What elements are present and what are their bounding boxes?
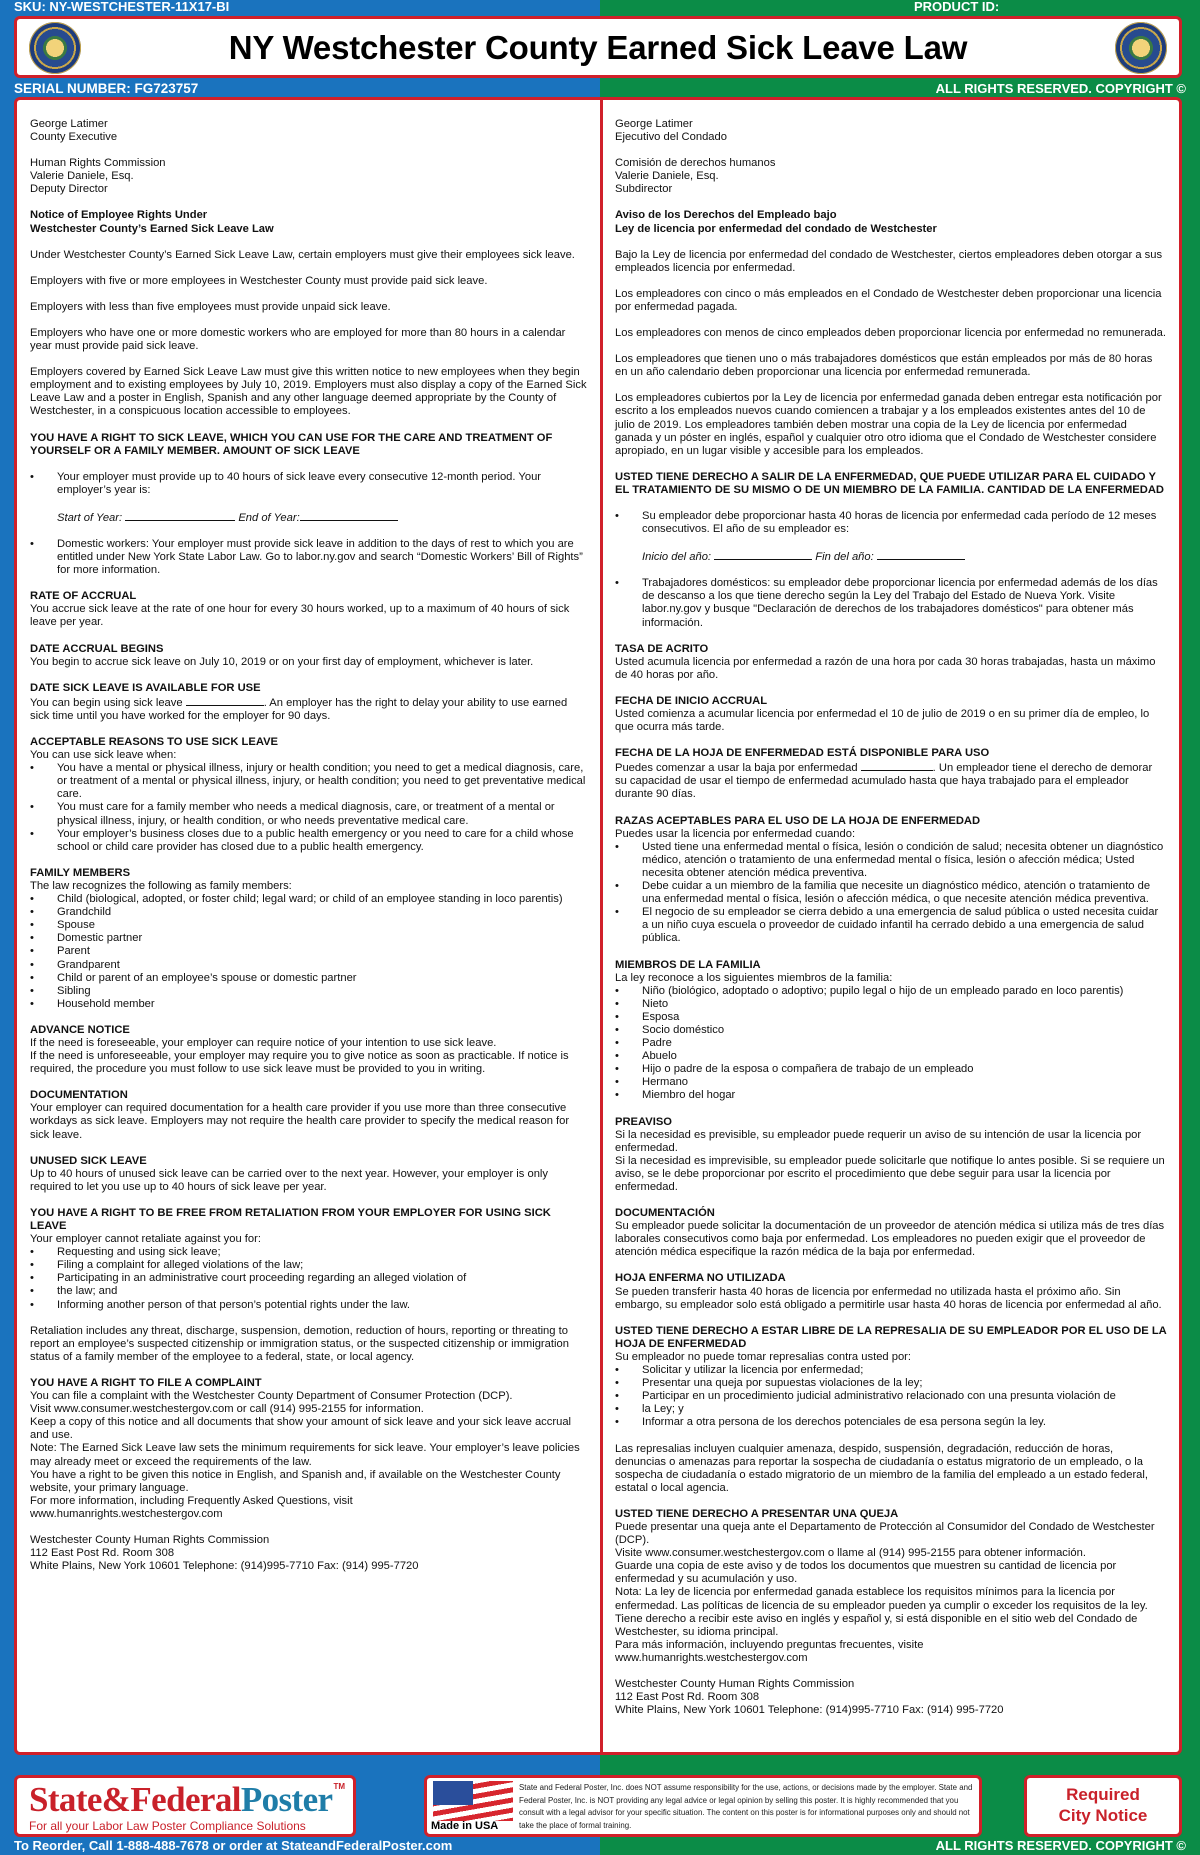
list-item: • Socio doméstico: [615, 1024, 1167, 1037]
list-item: • You must care for a family member who needs a medical diagnosis, care, or treatment of a mental or physical illness, injury, or health condition, or who needs preventative medical care.: [30, 801, 588, 827]
column-divider: [600, 100, 603, 1752]
list-item: • Participating in an administrative court proceeding regarding an alleged violation of: [30, 1272, 588, 1285]
section-heading: DOCUMENTATION: [30, 1089, 128, 1102]
list-item: • Your employer must provide up to 40 hours of sick leave every consecutive 12-month period. Your employer’s year is:: [30, 471, 588, 497]
address-block: Westchester County Human Rights Commission 112 East Post Rd. Room 308 White Plains, New York 10601 Telephone: (914)995-7710 Fax: (914) 995-7720: [30, 1533, 419, 1573]
section-text: If the need is foreseeable, your employer can require notice of your intention to use sick leave.: [30, 1036, 497, 1049]
poster-title: NY Westchester County Earned Sick Leave Law: [228, 29, 968, 66]
brand-logo: [14, 1775, 356, 1837]
section-heading: USTED TIENE DERECHO A ESTAR LIBRE DE LA REPRESALIA DE SU EMPLEADOR POR EL USO DE LA HOJA DE ENFERMEDAD: [615, 1324, 1167, 1350]
section-heading: DOCUMENTACIÓN: [615, 1207, 715, 1220]
section-text: Su empleador puede solicitar la documentación de un proveedor de atención médica si utiliza más de tres días laborales consecutivos como baja por enfermedad. Los empleadores no pueden exigir que el proveedor de atención médica especifique la razón médica de la baja por enfermedad.: [615, 1220, 1165, 1259]
list-item: • Esposa: [615, 1011, 1167, 1024]
section-text: You have a right to be given this notice in English, and Spanish and, if available on the Westchester County website, your primary language.: [30, 1468, 561, 1494]
section-text: Retaliation includes any threat, discharge, suspension, demotion, reduction of hours, reporting or threating to report an employee’s suspected citizenship or immigration status, or the suspected citizenship or immigration status of a family member of the employee to a federal, state, or local agency.: [30, 1324, 569, 1363]
section-text: Para más información, incluyendo preguntas frecuentes, visite: [615, 1638, 924, 1651]
sku-label: SKU: NY-WESTCHESTER-11X17-BI: [14, 0, 230, 14]
section-text: Se pueden transferir hasta 40 horas de licencia por enfermedad no utilizada hasta el próximo año. Sin embargo, su empleador solo está obligado a permitirle usar hasta 40 horas de licencia por enfermedad al año.: [615, 1285, 1162, 1311]
list-item: • Hijo o padre de la esposa o compañera de trabajo de un empleado: [615, 1063, 1167, 1076]
available-date-blank: [861, 760, 933, 771]
list-item: • Domestic workers: Your employer must provide sick leave in addition to the days of rest to which you are entitled under New York State Labor Law. Go to labor.ny.gov and search “Domestic Workers’ Bill of Rights” for more information.: [30, 538, 588, 577]
list-item: • Requesting and using sick leave;: [30, 1246, 588, 1259]
section-text: For more information, including Frequently Asked Questions, visit: [30, 1494, 353, 1507]
section-text: Tiene derecho a recibir este aviso en inglés y español y, si está disponible en el sitio web del Condado de Westchester, su idioma principal.: [615, 1612, 1138, 1638]
section-heading: USTED TIENE DERECHO A PRESENTAR UNA QUEJA: [615, 1507, 899, 1520]
contact-block: Comisión de derechos humanos Valerie Daniele, Esq. Subdirector: [615, 157, 776, 196]
section-text: Guarde una copia de este aviso y de todos los documentos que muestren su cantidad de licencia por enfermedad y su acumulación y uso.: [615, 1560, 1117, 1586]
section-heading: ADVANCE NOTICE: [30, 1023, 130, 1036]
section-text: You begin to accrue sick leave on July 10, 2019 or on your first day of employment, whichever is later.: [30, 655, 534, 668]
employer-year-fields: Inicio del año: Fin del año:: [615, 549, 1167, 564]
list-item: • Sibling: [30, 985, 588, 998]
section-text: Si la necesidad es previsible, su empleador puede requerir un aviso de su intención de usar la licencia por enfermedad.: [615, 1128, 1142, 1154]
ny-state-seal-icon: [1115, 22, 1167, 74]
section-heading: FECHA DE LA HOJA DE ENFERMEDAD ESTÁ DISPONIBLE PARA USO: [615, 747, 990, 760]
section-heading: FECHA DE INICIO ACCRUAL: [615, 694, 768, 707]
section-heading: FAMILY MEMBERS: [30, 866, 131, 879]
notice-title: Notice of Employee Rights Under Westchester County’s Earned Sick Leave Law: [30, 209, 274, 235]
list-item: • Child or parent of an employee’s spouse or domestic partner: [30, 972, 588, 985]
section-heading: DATE ACCRUAL BEGINS: [30, 642, 164, 655]
made-in-usa-label: Made in USA: [431, 1820, 499, 1832]
disclaimer-text: State and Federal Poster, Inc. does NOT assume responsibility for the use, actions, or decisions made by the employer. State and Federal Poster, Inc. is NOT providing any legal advice or legal opinion by selling this poster. It is highly recommended that you consult with a legal advisor for your specific situation. The content on this poster is for informational purposes only and should not take the place of formal training.: [519, 1783, 973, 1830]
section-heading: PREAVISO: [615, 1115, 672, 1128]
section-text: You can use sick leave when:: [30, 749, 177, 762]
section-text: Visit www.consumer.westchestergov.com or call (914) 995-2155 for information.: [30, 1403, 424, 1416]
copyright-label: ALL RIGHTS RESERVED. COPYRIGHT ©: [935, 1838, 1186, 1853]
section-text: Keep a copy of this notice and all documents that show your amount of sick leave and your sick leave accrual and use.: [30, 1416, 572, 1442]
section-heading: TASA DE ACRITO: [615, 642, 709, 655]
disclaimer-panel: [424, 1775, 982, 1837]
intro-paragraph: Employers with less than five employees must provide unpaid sick leave.: [30, 300, 391, 313]
list-item: • Presentar una queja por supuestas violaciones de la ley;: [615, 1377, 1167, 1390]
list-item: • Informing another person of that person’s potential rights under the law.: [30, 1299, 588, 1312]
reorder-info: To Reorder, Call 1-888-488-7678 or order at StateandFederalPoster.com: [14, 1838, 453, 1853]
available-date-blank: [186, 695, 264, 706]
list-item: • the law; and: [30, 1285, 588, 1298]
product-id-label: PRODUCT ID:: [914, 0, 1000, 14]
section-text: Nota: La ley de licencia por enfermedad ganada establece los requisitos mínimos para la licencia por enfermedad. Las políticas de licencia de su empleador pueden ya cumplir o exceder los requisitos de la ley.: [615, 1586, 1148, 1612]
list-item: • Grandchild: [30, 906, 588, 919]
start-of-year-blank: [714, 549, 812, 560]
required-notice-badge: Required City Notice: [1024, 1775, 1182, 1837]
list-item: • Child (biological, adopted, or foster child; legal ward; or child of an employee standing in loco parentis): [30, 893, 588, 906]
section-text: Su empleador no puede tomar represalias contra usted por:: [615, 1350, 912, 1363]
section-heading: DATE SICK LEAVE IS AVAILABLE FOR USE: [30, 681, 261, 694]
list-item: • Usted tiene una enfermedad mental o física, lesión o condición de salud; necesita obtener un diagnóstico médico, atención o tratamiento de una enfermedad mental o física, lesión o afección médica; Usted necesita obtener atención médica preventiva.: [615, 841, 1167, 880]
list-item: • Padre: [615, 1037, 1167, 1050]
section-text: Usted acumula licencia por enfermedad a razón de una hora por cada 30 horas trabajadas, hasta un máximo de 40 horas por año.: [615, 655, 1156, 681]
website-link[interactable]: www.humanrights.westchestergov.com: [30, 1507, 223, 1520]
list-item: • Your employer’s business closes due to a public health emergency or you need to care for a child whose school or child care provider has closed due to a public health emergency.: [30, 828, 588, 854]
section-text: Usted comienza a acumular licencia por enfermedad el 10 de julio de 2019 o en su primer día de empleo, lo que ocurra más tarde.: [615, 708, 1150, 734]
list-item: • El negocio de su empleador se cierra debido a una emergencia de salud pública o usted necesita cuidar a un niño cuya escuela o proveedor de cuidado infantil ha cerrado debido a una emergencia de salud pública.: [615, 906, 1167, 945]
section-text: Puedes comenzar a usar la baja por enfermedad . Un empleador tiene el derecho de demorar su capacidad de usar el tiempo de enfermedad acumulado hasta que haya trabajado para el empleador durante 90 días.: [615, 762, 1153, 801]
list-item: • Su empleador debe proporcionar hasta 40 horas de licencia por enfermedad cada período de 12 meses consecutivos. El año de su empleador es:: [615, 510, 1167, 536]
section-text: You can begin using sick leave . An employer has the right to delay your ability to use earned sick time until you have worked for the employer for 90 days.: [30, 696, 568, 722]
address-block: Westchester County Human Rights Commission 112 East Post Rd. Room 308 White Plains, New York 10601 Telephone: (914)995-7710 Fax: (914) 995-7720: [615, 1678, 1004, 1717]
section-text: You accrue sick leave at the rate of one hour for every 30 hours worked, up to a maximum of 40 hours of sick leave per year.: [30, 603, 570, 629]
intro-paragraph: Under Westchester County’s Earned Sick Leave Law, certain employers must give their employees sick leave.: [30, 248, 575, 261]
section-text: Note: The Earned Sick Leave law sets the minimum requirements for sick leave. Your employer’s leave policies may already meet or exceed the requirements of the law.: [30, 1442, 580, 1468]
intro-paragraph: Employers with five or more employees in Westchester County must provide paid sick leave.: [30, 274, 488, 287]
section-heading: MIEMBROS DE LA FAMILIA: [615, 958, 761, 971]
section-text: Puedes usar la licencia por enfermedad cuando:: [615, 827, 856, 840]
section-text: La ley reconoce a los siguientes miembros de la familia:: [615, 971, 893, 984]
end-of-year-blank: [300, 510, 398, 521]
intro-paragraph: Bajo la Ley de licencia por enfermedad del condado de Westchester, ciertos empleadores deben otorgar a sus empleados licencia por enfermedad.: [615, 248, 1163, 274]
section-heading: UNUSED SICK LEAVE: [30, 1154, 147, 1167]
list-item: • Grandparent: [30, 959, 588, 972]
list-item: • Household member: [30, 998, 588, 1011]
section-text: Your employer cannot retaliate against you for:: [30, 1233, 261, 1246]
section-text: Si la necesidad es imprevisible, su empleador puede solicitarle que notifique lo antes posible. Si se requiere un aviso, se le debe proporcionar por escrito el procedimiento que debe seguir para usar la licencia por enfermedad.: [615, 1154, 1165, 1193]
section-text: Puede presentar una queja ante el Departamento de Protección al Consumidor del Condado de Westchester (DCP).: [615, 1520, 1155, 1547]
contact-block: George Latimer Ejecutivo del Condado: [615, 118, 727, 144]
list-item: • Hermano: [615, 1076, 1167, 1089]
intro-paragraph: Los empleadores con cinco o más empleados en el Condado de Westchester deben proporcionar una licencia por enfermedad pagada.: [615, 287, 1162, 313]
contact-block: George Latimer County Executive: [30, 118, 118, 144]
section-text: The law recognizes the following as family members:: [30, 879, 292, 892]
section-text: Visite www.consumer.westchestergov.com o llame al (914) 995-2155 para obtener información.: [615, 1547, 1086, 1560]
section-heading: YOU HAVE A RIGHT TO FILE A COMPLAINT: [30, 1376, 262, 1389]
spanish-column: [615, 118, 1167, 1730]
list-item: • Nieto: [615, 998, 1167, 1011]
section-heading: RAZAS ACEPTABLES PARA EL USO DE LA HOJA DE ENFERMEDAD: [615, 814, 981, 827]
contact-block: Human Rights Commission Valerie Daniele, Esq. Deputy Director: [30, 157, 166, 196]
intro-paragraph: Los empleadores con menos de cinco empleados deben proporcionar licencia por enfermedad no remunerada.: [615, 327, 1167, 340]
intro-paragraph: Employers covered by Earned Sick Leave Law must give this written notice to new employees when they begin employment and to existing employees by July 10, 2019. Employers must also display a copy of the Earned Sick Leave Law and a poster in English, Spanish and any other language deemed appropriate by the County of Westchester, in a conspicuous location accessible to employees.: [30, 366, 587, 418]
english-column: [30, 118, 588, 1586]
employer-year-fields: Start of Year: End of Year:: [30, 510, 588, 525]
list-item: • Debe cuidar a un miembro de la familia que necesite un diagnóstico médico, atención o tratamiento de una enfermedad mental o física, lesión o afección médica, o que necesite atención médica preventiva.: [615, 880, 1167, 906]
section-heading: USTED TIENE DERECHO A SALIR DE LA ENFERMEDAD, QUE PUEDE UTILIZAR PARA EL CUIDADO Y EL TRATAMIENTO DE SU MISMO O DE UN MIEMBRO DE LA FAMILIA. CANTIDAD DE LA ENFERMEDAD: [615, 470, 1165, 496]
section-text: Las represalias incluyen cualquier amenaza, despido, suspensión, degradación, reducción de horas, denuncias o amenazas para reportar la sospecha de ciudadanía o estatus migratorio de un empleado, o la sospecha de ciudadanía o estado migratorio de un miembro de la familia del empleado a un estado federal, estatal o local agencia.: [615, 1442, 1148, 1494]
start-of-year-blank: [125, 510, 235, 521]
trademark-mark: TM: [333, 1782, 345, 1791]
section-text: Up to 40 hours of unused sick leave can be carried over to the next year. However, your employer is only required to let you use up to 40 hours of sick leave per year.: [30, 1167, 549, 1193]
list-item: • Informar a otra persona de los derechos potenciales de esa persona según la ley.: [615, 1416, 1167, 1429]
list-item: • Abuelo: [615, 1050, 1167, 1063]
list-item: • Miembro del hogar: [615, 1089, 1167, 1102]
list-item: • Trabajadores domésticos: su empleador debe proporcionar licencia por enfermedad además de los días de descanso a los que tiene derecho según la Ley del Trabajo del Estado de Nueva York. Visite labor.ny.gov y busque "Declaración de derechos de los trabajadores domésticos" para obtener más información.: [615, 577, 1167, 629]
list-item: • Participar en un procedimiento judicial administrativo relacionado con una presunta violación de: [615, 1390, 1167, 1403]
serial-number-label: SERIAL NUMBER: FG723757: [14, 81, 199, 96]
list-item: • Niño (biológico, adoptado o adoptivo; pupilo legal o hijo de un empleado parado en loco parentis): [615, 985, 1167, 998]
list-item: • Solicitar y utilizar la licencia por enfermedad;: [615, 1364, 1167, 1377]
section-text: Your employer can required documentation for a health care provider if you use more than three consecutive workdays as sick leave. Employers may not require the health care provider to specify the medical reason for sick leave.: [30, 1102, 570, 1141]
logo-tagline: For all your Labor Law Poster Compliance Solutions: [29, 1819, 306, 1833]
section-heading: YOU HAVE A RIGHT TO BE FREE FROM RETALIATION FROM YOUR EMPLOYER FOR USING SICK LEAVE: [30, 1206, 551, 1232]
intro-paragraph: Employers who have one or more domestic workers who are employed for more than 80 hours in a calendar year must provide paid sick leave.: [30, 326, 566, 353]
section-heading: ACCEPTABLE REASONS TO USE SICK LEAVE: [30, 736, 279, 748]
list-item: • Spouse: [30, 919, 588, 932]
section-text: You can file a complaint with the Westchester County Department of Consumer Protection (DCP).: [30, 1390, 513, 1403]
section-heading: HOJA ENFERMA NO UTILIZADA: [615, 1272, 786, 1285]
intro-paragraph: Los empleadores que tienen uno o más trabajadores domésticos que están empleados por más de 80 horas en un año calendario deben proporcionar una licencia por enfermedad remunerada.: [615, 353, 1153, 379]
section-heading: RATE OF ACCRUAL: [30, 590, 137, 603]
list-item: • Filing a complaint for alleged violations of the law;: [30, 1259, 588, 1272]
notice-title: Aviso de los Derechos del Empleado bajo Ley de licencia por enfermedad del condado de Westchester: [615, 209, 937, 235]
title-banner: [14, 16, 1182, 78]
list-item: • la Ley; y: [615, 1403, 1167, 1416]
us-flag-icon: [433, 1781, 513, 1821]
website-link[interactable]: www.humanrights.westchestergov.com: [615, 1651, 808, 1664]
list-item: • Domestic partner: [30, 932, 588, 945]
list-item: • Parent: [30, 945, 588, 958]
list-item: • You have a mental or physical illness, injury or health condition; you need to get a medical diagnosis, care, or treatment of a mental or physical illness, injury, or health condition; you need to get preventative medical care.: [30, 762, 588, 801]
section-heading: YOU HAVE A RIGHT TO SICK LEAVE, WHICH YOU CAN USE FOR THE CARE AND TREATMENT OF YOURSELF OR A FAMILY MEMBER. AMOUNT OF SICK LEAVE: [30, 431, 553, 457]
copyright-label: ALL RIGHTS RESERVED. COPYRIGHT ©: [935, 81, 1186, 96]
intro-paragraph: Los empleadores cubiertos por la Ley de licencia por enfermedad ganada deben entregar esta notificación por escrito a los empleados nuevos cuando comiencen a trabajar y a los empleados existentes antes del 10 de julio de 2019. Los empleadores también deben mostrar una copia de la Ley de licencia por enfermedad ganada y un póster en inglés, español y cualquier otro otro idioma que el Condado de Westchester considere apropiado, en un lugar visible y accesible para los empleados.: [615, 392, 1162, 457]
section-text: If the need is unforeseeable, your employer may require you to give notice as soon as practicable. If notice is required, the procedure you must follow to use sick leave must be provided to you in writing.: [30, 1050, 569, 1076]
logo-wordmark: State&FederalPoster: [29, 1780, 333, 1819]
end-of-year-blank: [877, 549, 965, 560]
notice-content: [14, 97, 1182, 1755]
